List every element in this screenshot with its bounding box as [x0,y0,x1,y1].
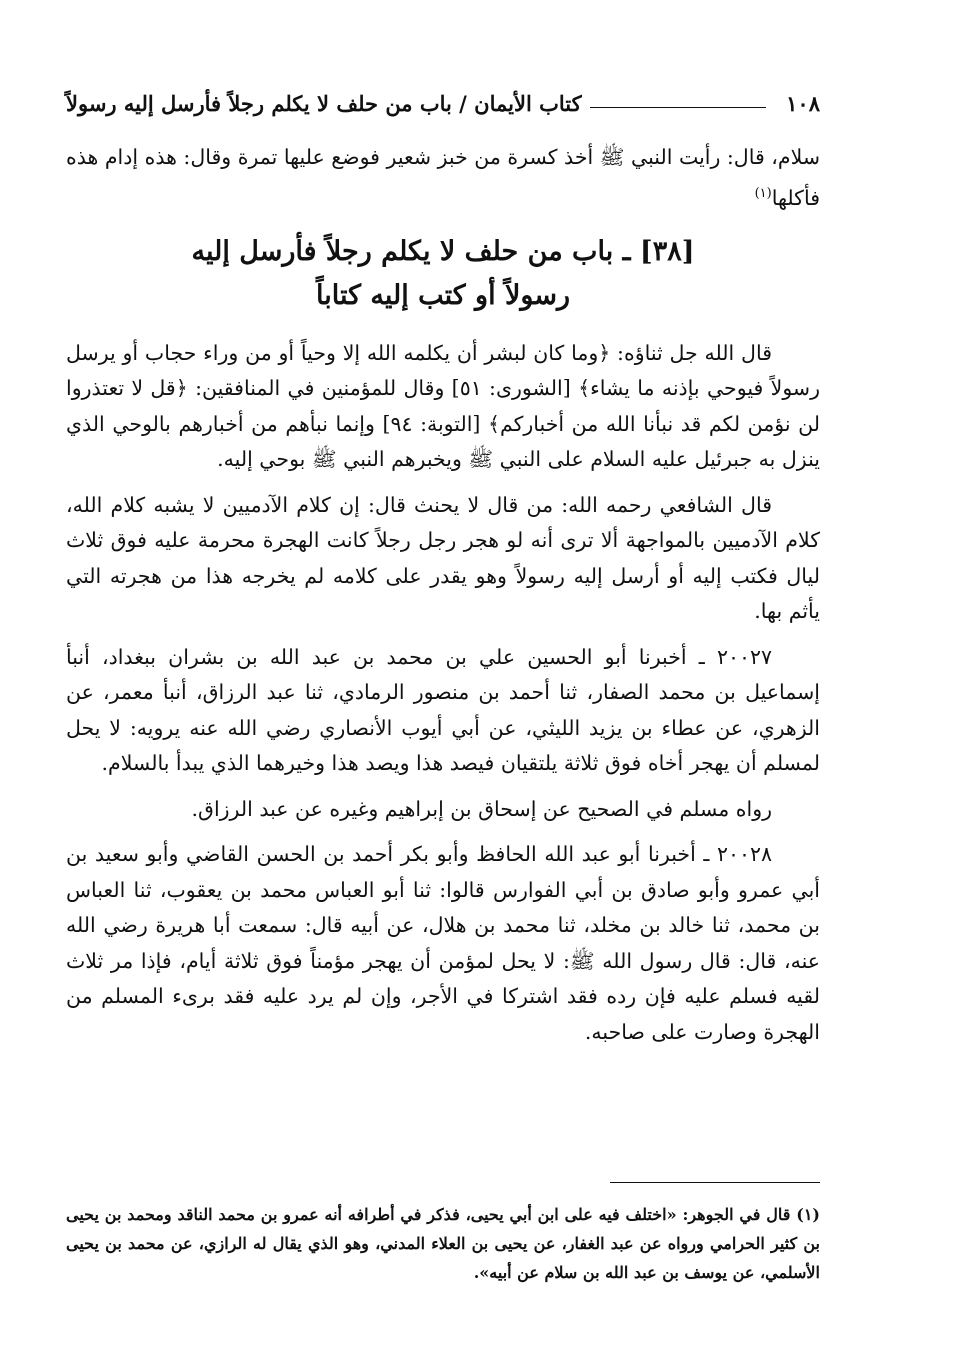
footnote-ref: (١) [754,185,772,201]
continuation-paragraph [66,140,820,216]
paragraph-shafii: قال الشافعي رحمه الله: من قال لا يحنث قال: إن كلام الآدميين لا يشبه كلام الله، كلام الآدميين بالمواجهة ألا ترى أنه لو هجر رجل رجلاً كانت الهجرة محرمة عليه فوق ثلاث ليال فكتب إليه أو أرسل إليه رسولاً وهو يقدر على كلامه لم يخرجه هذا من هجرته التي يأثم بها. [66,492,820,624]
page-header [66,86,820,120]
chapter-heading [66,230,820,318]
hadith-20027: ٢٠٠٢٧ ـ أخبرنا أبو الحسين علي بن محمد بن عبد الله بن بشران ببغداد، أنبأ إسماعيل بن محمد الصفار، ثنا أحمد بن منصور الرمادي، ثنا عبد الرزاق، أنبأ معمر، عن الزهري، عن عطاء بن يزيد الليثي، عن أبي أيوب الأنصاري رضي الله عنه يرويه: لا يحل لمسلم أن يهجر أخاه فوق ثلاثة يلتقيان فيصد هذا ويصد هذا وخيرهما الذي يبدأ بالسلام. [66,644,820,776]
hadith-20028: ٢٠٠٢٨ ـ أخبرنا أبو عبد الله الحافظ وأبو بكر أحمد بن الحسن القاضي وأبو سعيد بن أبي عمرو وأبو صادق بن أبي الفوارس قالوا: ثنا أبو العباس محمد بن يعقوب، ثنا العباس بن محمد، ثنا خالد بن مخلد، ثنا محمد بن هلال، عن أبيه قال: سمعت أبا هريرة رضي الله عنه، قال: قال رسول الله ﷺ: لا يحل لمؤمن أن يهجر مؤمناً فوق ثلاثة أيام، فإذا مر ثلاث لقيه فسلم عليه فإن رده فقد اشتركا في الأجر، وإن لم يرد عليه فقد برىء المسلم من الهجرة وصارت على صاحبه. [66,842,820,1044]
footnote-separator [610,1182,820,1183]
paragraph-quran: قال الله جل ثناؤه: ﴿وما كان لبشر أن يكلمه الله إلا وحياً أو من وراء حجاب أو يرسل رسولاً فيوحي بإذنه ما يشاء﴾ [الشورى: ٥١] وقال للمؤمنين في المنافقين: ﴿قل لا تعتذروا لن نؤمن لكم قد نبأنا الله من أخباركم﴾ [التوبة: ٩٤] وإنما نبأهم من أخبارهم بالوحي الذي ينزل به جبرئيل عليه السلام على النبي ﷺ ويخبرهم النبي ﷺ بوحي إليه. [66,340,820,472]
continuation-text: سلام، قال: رأيت النبي ﷺ أخذ كسرة من خبز شعير فوضع عليها تمرة وقال: هذه إدام هذه فأكلها [66,145,820,210]
footnote: (١) قال في الجوهر: «اختلف فيه على ابن أبي يحيى، فذكر في أطرافه أنه عمرو بن محمد الناقد ومحمد بن يحيى بن كثير الحرامي ورواه عن عبد الغفار، عن يحيى بن العلاء المدني، وهو الذي يقال له الرازي، عن محمد بن يحيى الأسلمي، عن يوسف بن عبد الله بن سلام عن أبيه». [66,1205,820,1282]
paragraph-muslim: رواه مسلم في الصحيح عن إسحاق بن إبراهيم وغيره عن عبد الرزاق. [191,796,772,821]
chapter-heading-line1: [٣٨] ـ باب من حلف لا يكلم رجلاً فأرسل إليه [191,235,695,267]
page-body [66,140,820,1060]
running-title: كتاب الأيمان / باب من حلف لا يكلم رجلاً فأرسل إليه رسولاً [66,90,582,116]
header-rule [590,107,767,108]
page-number: ١٠٨ [786,90,820,116]
chapter-heading-line2: رسولاً أو كتب إليه كتاباً [316,279,570,311]
